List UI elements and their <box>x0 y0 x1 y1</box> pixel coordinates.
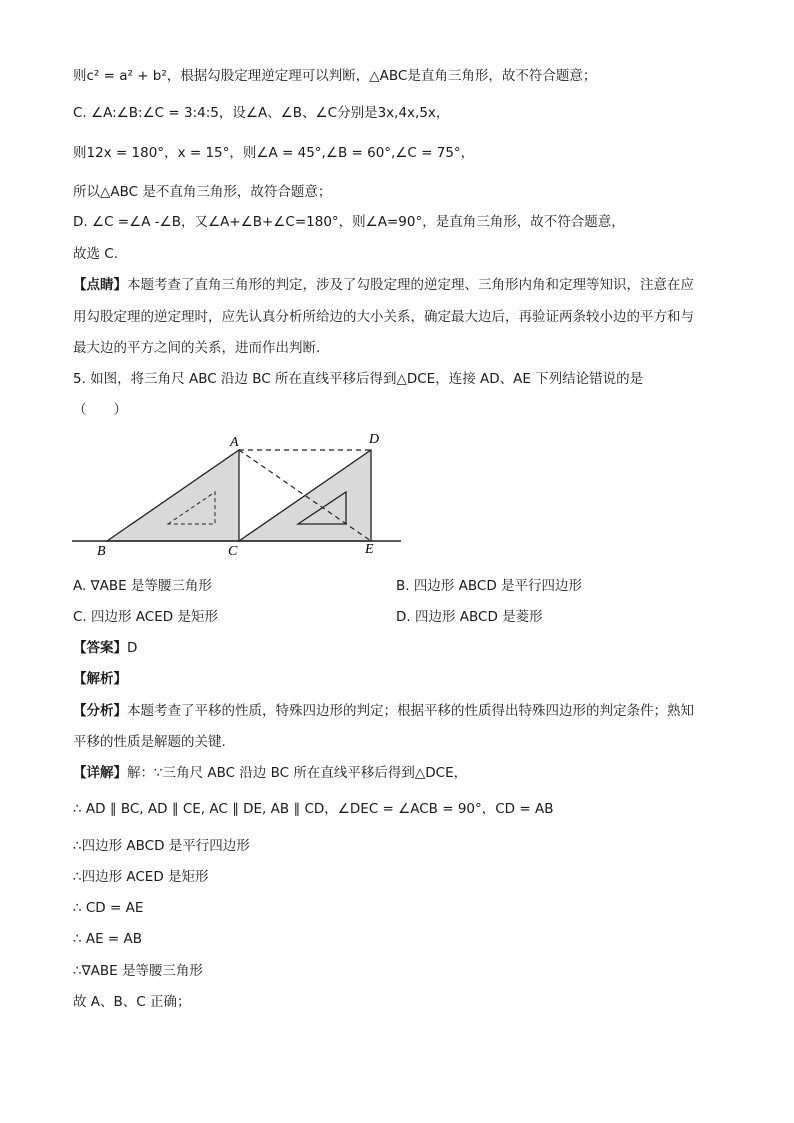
comment-line-1: 本题考查了直角三角形的判定，涉及了勾股定理的逆定理、三角形内角和定理等知识，注意在应 <box>127 277 694 293</box>
fenxi-line-1 <box>73 701 694 721</box>
answer-line <box>73 638 137 658</box>
analysis-tag: 【解析】 <box>73 671 127 687</box>
triangle-abc <box>107 450 239 541</box>
detail-tag: 【详解】 <box>73 765 127 781</box>
question-5-paren: （ ） <box>73 402 127 418</box>
fenxi-text-1: 本题考查了平移的性质，特殊四边形的判定；根据平移的性质得出特殊四边形的判定条件；熟知 <box>127 703 694 719</box>
option-c-calculation: 则12x = 180°，x = 15°，则∠A = 45°,∠B = 60°,∠C = 75°， <box>73 145 475 161</box>
detail-step-1: ∴ AD ∥ BC, AD ∥ CE, AC ∥ DE, AB ∥ CD，∠DEC = ∠ACB = 90°，CD = AB <box>73 801 554 817</box>
option-b: B. 四边形 ABCD 是平行四边形 <box>396 578 583 594</box>
detail-step-6: ∴∇ABE 是等腰三角形 <box>73 963 203 979</box>
option-c: C. 四边形 ACED 是矩形 <box>73 609 218 625</box>
label-e: E <box>365 542 374 557</box>
option-a: A. ∇ABE 是等腰三角形 <box>73 578 212 594</box>
detail-step-5: ∴ AE = AB <box>73 931 143 947</box>
comment-line-3: 最大边的平方之间的关系，进而作出判断. <box>73 340 321 356</box>
comment-tag: 【点睛】 <box>73 277 127 293</box>
fenxi-line-2: 平移的性质是解题的关键. <box>73 734 226 750</box>
fenxi-tag: 【分析】 <box>73 703 127 719</box>
comment-line-2: 用勾股定理的逆定理时，应先认真分析所给边的大小关系，确定最大边后，再验证两条较小边的平方和与 <box>73 309 694 325</box>
label-b: B <box>97 544 106 559</box>
label-a: A <box>230 435 239 450</box>
label-c: C <box>228 544 238 559</box>
option-c-analysis: C. ∠A:∠B:∠C = 3:4:5，设∠A、∠B、∠C分别是3x,4x,5x， <box>73 105 450 121</box>
detail-step-2: ∴四边形 ABCD 是平行四边形 <box>73 838 250 854</box>
option-d: D. 四边形 ABCD 是菱形 <box>396 609 543 625</box>
detail-step-4: ∴ CD = AE <box>73 900 144 916</box>
detail-text-1: 解：∵三角尺 ABC 沿边 BC 所在直线平移后得到△DCE， <box>127 765 468 781</box>
detail-step-7: 故 A、B、C 正确； <box>73 994 191 1010</box>
option-c-conclusion: 所以△ABC 是不直角三角形，故符合题意； <box>73 184 332 200</box>
answer-tag: 【答案】 <box>73 640 127 656</box>
detail-step-3: ∴四边形 ACED 是矩形 <box>73 869 209 885</box>
option-d-analysis: D. ∠C =∠A -∠B，又∠A+∠B+∠C=180°，则∠A=90°，是直角三角形，故不符合题意， <box>73 214 625 230</box>
detail-line-1 <box>73 763 467 783</box>
solution-line-1: 则c² = a² + b²，根据勾股定理逆定理可以判断，△ABC是直角三角形，故不符合题意； <box>73 68 597 84</box>
translation-figure <box>60 428 410 563</box>
choice-conclusion: 故选 C. <box>73 246 119 262</box>
question-5-stem: 5. 如图，将三角尺 ABC 沿边 BC 所在直线平移后得到△DCE，连接 AD、AE 下列结论错说的是 <box>73 371 644 387</box>
label-d: D <box>369 432 380 447</box>
answer-value: D <box>127 640 138 656</box>
